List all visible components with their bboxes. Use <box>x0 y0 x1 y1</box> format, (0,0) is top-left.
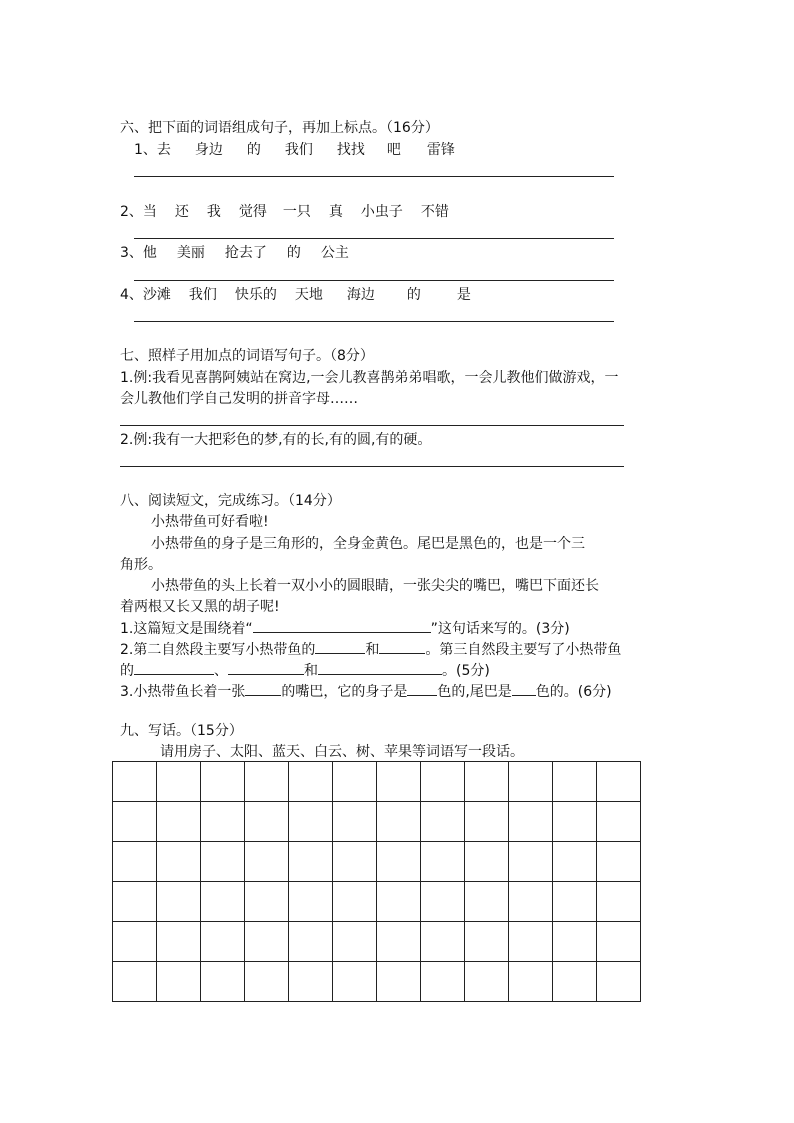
s8-question2-line2 <box>120 660 490 681</box>
grid-cell[interactable] <box>377 842 421 882</box>
section6-title: 六、把下面的词语组成句子，再加上标点。（16分） <box>120 120 439 136</box>
grid-row <box>113 922 641 962</box>
writing-grid <box>112 761 641 1002</box>
word: 找找 <box>336 142 365 158</box>
q3-text-d: 色的。(6分) <box>535 684 612 700</box>
s6-item1-num: 1、 <box>134 142 157 158</box>
grid-row <box>113 842 641 882</box>
grid-cell[interactable] <box>245 962 289 1002</box>
grid-cell[interactable] <box>553 922 597 962</box>
grid-cell[interactable] <box>465 962 509 1002</box>
word: 美丽 <box>176 245 205 261</box>
grid-cell[interactable] <box>509 842 553 882</box>
grid-cell[interactable] <box>465 762 509 802</box>
grid-cell[interactable] <box>333 962 377 1002</box>
word: 的 <box>286 245 301 261</box>
q2-text-f: 和 <box>304 663 318 679</box>
grid-cell[interactable] <box>377 802 421 842</box>
grid-cell[interactable] <box>465 882 509 922</box>
s8-question1 <box>120 618 570 639</box>
grid-cell[interactable] <box>157 882 201 922</box>
grid-cell[interactable] <box>421 802 465 842</box>
grid-cell[interactable] <box>201 882 245 922</box>
story-title: 小热带鱼可好看啦! <box>151 514 269 530</box>
grid-cell[interactable] <box>201 802 245 842</box>
q3-blank-1[interactable] <box>245 681 281 696</box>
q3-blank-3[interactable] <box>512 681 536 696</box>
grid-row <box>113 962 641 1002</box>
grid-row <box>113 802 641 842</box>
word: 快乐的 <box>234 287 277 303</box>
word: 我们 <box>284 142 313 158</box>
s7-item1-line2: 会儿教他们学自己发明的拼音字母…… <box>120 391 358 407</box>
grid-cell[interactable] <box>333 802 377 842</box>
section9-title: 九、写话。（15分） <box>120 723 243 739</box>
grid-cell[interactable] <box>333 762 377 802</box>
s6-item2 <box>120 202 449 222</box>
s8-question2-line1 <box>120 639 621 660</box>
grid-cell[interactable] <box>421 962 465 1002</box>
grid-cell[interactable] <box>289 922 333 962</box>
q2-text-d: 的 <box>120 663 134 679</box>
word: 觉得 <box>238 204 267 220</box>
grid-cell[interactable] <box>157 762 201 802</box>
s6-item4 <box>120 285 471 305</box>
grid-cell[interactable] <box>113 842 157 882</box>
word: 抢去了 <box>224 245 267 261</box>
word: 真 <box>328 204 343 220</box>
word: 我们 <box>188 287 217 303</box>
grid-cell[interactable] <box>421 882 465 922</box>
grid-cell[interactable] <box>333 842 377 882</box>
q1-text-a: 1.这篇短文是围绕着“ <box>120 621 253 637</box>
section7-title: 七、照样子用加点的词语写句子。（8分） <box>120 348 374 364</box>
grid-cell[interactable] <box>597 962 641 1002</box>
q3-blank-2[interactable] <box>407 681 437 696</box>
grid-row <box>113 762 641 802</box>
s6-item1 <box>134 140 455 160</box>
q2-blank-4[interactable] <box>228 660 304 675</box>
grid-cell[interactable] <box>421 762 465 802</box>
grid-cell[interactable] <box>465 922 509 962</box>
q3-text-c: 色的,尾巴是 <box>437 684 512 700</box>
grid-cell[interactable] <box>597 802 641 842</box>
answer-line[interactable] <box>120 425 624 426</box>
grid-cell[interactable] <box>553 802 597 842</box>
grid-cell[interactable] <box>377 922 421 962</box>
s9-prompt: 请用房子、太阳、蓝天、白云、树、苹果等词语写一段话。 <box>160 744 524 760</box>
q3-text-b: 的嘴巴，它的身子是 <box>281 684 408 700</box>
grid-cell[interactable] <box>245 842 289 882</box>
q2-text-g: 。(5分) <box>442 663 490 679</box>
s7-item2: 2.例:我有一大把彩色的梦,有的长,有的圆,有的硬。 <box>120 432 432 448</box>
s6-item3-num: 3、 <box>120 245 143 261</box>
grid-cell[interactable] <box>377 882 421 922</box>
word: 他 <box>142 245 157 261</box>
grid-cell[interactable] <box>465 802 509 842</box>
q2-blank-1[interactable] <box>315 639 365 654</box>
answer-line[interactable] <box>134 238 614 239</box>
grid-cell[interactable] <box>289 842 333 882</box>
q2-blank-2[interactable] <box>379 639 425 654</box>
story-para1-line1: 小热带鱼的身子是三角形的，全身金黄色。尾巴是黑色的，也是一个三 <box>151 536 585 552</box>
grid-cell[interactable] <box>421 842 465 882</box>
grid-cell[interactable] <box>157 842 201 882</box>
story-para2-line2: 着两根又长又黑的胡子呢! <box>120 599 280 615</box>
grid-cell[interactable] <box>201 922 245 962</box>
word: 一只 <box>282 204 311 220</box>
grid-cell[interactable] <box>509 762 553 802</box>
grid-cell[interactable] <box>245 762 289 802</box>
q2-text-c: 。第三自然段主要写了小热带鱼 <box>425 642 622 658</box>
story-para1-line2: 角形。 <box>120 557 162 573</box>
grid-cell[interactable] <box>509 802 553 842</box>
grid-cell[interactable] <box>113 922 157 962</box>
q3-text-a: 3.小热带鱼长着一张 <box>120 684 246 700</box>
word: 海边 <box>346 287 375 303</box>
s7-item1-line1: 1.例:我看见喜鹊阿姨站在窝边,一会儿教喜鹊弟弟唱歌，一会儿教他们做游戏，一 <box>120 370 619 386</box>
answer-line[interactable] <box>120 466 624 467</box>
word: 我 <box>206 204 221 220</box>
q2-blank-3[interactable] <box>134 660 214 675</box>
word: 吧 <box>386 142 401 158</box>
s6-item2-num: 2、 <box>120 204 143 220</box>
word: 的 <box>406 287 421 303</box>
grid-cell[interactable] <box>201 762 245 802</box>
answer-line[interactable] <box>134 280 614 281</box>
grid-cell[interactable] <box>333 922 377 962</box>
grid-cell[interactable] <box>289 762 333 802</box>
q2-text-a: 2.第二自然段主要写小热带鱼的 <box>120 642 316 658</box>
grid-cell[interactable] <box>113 962 157 1002</box>
word: 是 <box>456 287 471 303</box>
s8-question3 <box>120 681 612 702</box>
grid-cell[interactable] <box>289 802 333 842</box>
grid-cell[interactable] <box>465 842 509 882</box>
q1-text-b: ”这句话来写的。(3分) <box>430 621 570 637</box>
answer-line[interactable] <box>134 176 614 177</box>
word: 沙滩 <box>142 287 171 303</box>
grid-cell[interactable] <box>597 762 641 802</box>
grid-cell[interactable] <box>509 922 553 962</box>
q2-text-e: 、 <box>214 663 228 679</box>
word: 不错 <box>420 204 449 220</box>
grid-cell[interactable] <box>553 962 597 1002</box>
grid-cell[interactable] <box>553 762 597 802</box>
word: 身边 <box>194 142 223 158</box>
q2-blank-5[interactable] <box>318 660 442 675</box>
grid-cell[interactable] <box>509 882 553 922</box>
grid-row <box>113 882 641 922</box>
grid-cell[interactable] <box>333 882 377 922</box>
word: 雷锋 <box>426 142 455 158</box>
grid-cell[interactable] <box>157 962 201 1002</box>
grid-cell[interactable] <box>157 922 201 962</box>
grid-cell[interactable] <box>201 962 245 1002</box>
word: 小虫子 <box>360 204 403 220</box>
word: 公主 <box>320 245 349 261</box>
grid-cell[interactable] <box>509 962 553 1002</box>
grid-cell[interactable] <box>289 962 333 1002</box>
grid-cell[interactable] <box>245 802 289 842</box>
word: 的 <box>246 142 261 158</box>
grid-cell[interactable] <box>597 842 641 882</box>
grid-cell[interactable] <box>245 882 289 922</box>
answer-line[interactable] <box>134 321 614 322</box>
grid-cell[interactable] <box>113 762 157 802</box>
s6-item4-num: 4、 <box>120 287 143 303</box>
grid-cell[interactable] <box>597 922 641 962</box>
grid-cell[interactable] <box>553 882 597 922</box>
s6-item3 <box>120 243 349 263</box>
grid-cell[interactable] <box>201 842 245 882</box>
q1-blank[interactable] <box>253 618 431 633</box>
grid-cell[interactable] <box>421 922 465 962</box>
grid-cell[interactable] <box>113 882 157 922</box>
word: 当 <box>142 204 157 220</box>
story-para2-line1: 小热带鱼的头上长着一双小小的圆眼睛，一张尖尖的嘴巴，嘴巴下面还长 <box>151 578 599 594</box>
word: 天地 <box>294 287 323 303</box>
word: 去 <box>156 142 171 158</box>
grid-cell[interactable] <box>377 962 421 1002</box>
grid-cell[interactable] <box>113 802 157 842</box>
q2-text-b: 和 <box>365 642 380 658</box>
grid-cell[interactable] <box>157 802 201 842</box>
grid-cell[interactable] <box>245 922 289 962</box>
grid-cell[interactable] <box>597 882 641 922</box>
grid-cell[interactable] <box>377 762 421 802</box>
grid-cell[interactable] <box>289 882 333 922</box>
section8-title: 八、阅读短文，完成练习。（14分） <box>120 493 341 509</box>
word: 还 <box>174 204 189 220</box>
grid-cell[interactable] <box>553 842 597 882</box>
